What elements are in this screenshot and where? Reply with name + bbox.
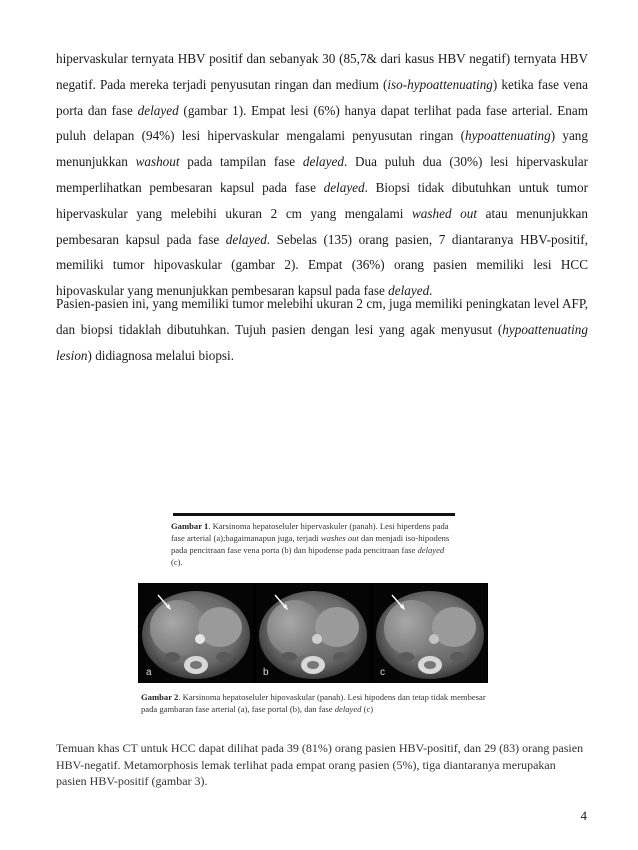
para2-text-1: Pasien-pasien ini, yang memiliki tumor melebihi ukuran 2 cm, juga memiliki peningkatan level AFP, dan biopsi tidaklah dibutuhkan. Tujuh pasien dengan lesi yang agak menyusut ( bbox=[56, 296, 588, 337]
ct-scan-figure bbox=[138, 583, 488, 683]
para1-italic-8: delayed bbox=[225, 231, 267, 247]
para2-text-2: ) didiagnosa melalui biopsi. bbox=[87, 347, 235, 363]
para1-italic-4: washout bbox=[135, 154, 180, 170]
ct-panel-a bbox=[139, 583, 253, 683]
para1-italic-6: delayed bbox=[323, 179, 365, 195]
figure-2-label: Gambar 2 bbox=[141, 692, 179, 702]
para1-text-3: (gambar 1). Empat lesi (6%) hanya dapat terlihat pada fase arterial. Enam puluh delapan (94%) lesi hipervaskular mengalami penyusutan ringan ( bbox=[56, 102, 588, 144]
para1-text-7: . Biopsi tidak dibutuhkan untuk tumor hipervaskular yang melebihi ukuran 2 cm yang mengalami bbox=[56, 179, 588, 221]
body-paragraph-2 bbox=[56, 291, 588, 368]
figure-1-caption-italic-1: washes out bbox=[320, 533, 359, 543]
ct-panel-b bbox=[256, 583, 370, 683]
figure-1-caption bbox=[171, 520, 456, 568]
figure-1-caption-italic-2: delayed bbox=[417, 545, 445, 555]
para1-text-9: . Sebelas (135) orang pasien, 7 diantaranya HBV-positif, memiliki tumor hipovaskular (gambar 2). Empat (36%) orang pasien memiliki lesi HCC hipovaskular yang menunjukkan pembesaran kapsul pada fase bbox=[56, 231, 588, 299]
panel-label-b: b bbox=[263, 667, 269, 678]
page-number: 4 bbox=[580, 808, 587, 823]
figure-2-caption-text-1: . Karsinoma hepatoseluler hipovaskular (panah). Lesi hipodens dan tetap tidak membesar pada gambaran fase arterial (a), fase portal (b), dan fase bbox=[141, 692, 486, 714]
para1-italic-9: delayed bbox=[388, 283, 430, 299]
para1-italic-7: washed out bbox=[412, 205, 478, 221]
body-paragraph-1 bbox=[56, 46, 588, 304]
para1-italic-5: delayed bbox=[302, 154, 344, 170]
figure-2-caption bbox=[141, 691, 501, 715]
figure-1-caption-text-1: . Karsinoma hepatoseluler hipervaskuler (panah). Lesi hiperdens pada fase arterial (a);bagaimanapun juga, terjadi bbox=[171, 521, 449, 543]
para1-text-1: hipervaskular ternyata HBV positif dan sebanyak 30 (85,7& dari kasus HBV negatif) ternyata HBV negatif. Pada mereka terjadi penyusutan ringan dan medium ( bbox=[56, 51, 588, 92]
figure-rule bbox=[173, 513, 455, 516]
para1-text-6: . Dua puluh dua (30%) lesi hipervaskular memperlihatkan pembesaran kapsul pada fase bbox=[56, 154, 588, 195]
para1-text-2: ) ketika fase vena porta dan fase bbox=[56, 76, 588, 118]
ct-scan-panels bbox=[138, 583, 488, 683]
panel-label-c: c bbox=[380, 667, 385, 678]
body-paragraph-3: Temuan khas CT untuk HCC dapat dilihat pada 39 (81%) orang pasien HBV-positif, dan 29 (83) orang pasien HBV-negatif. Metamorphosis lemak terlihat pada empat orang pasien (5%), tiga diantaranya merupakan pasien HBV-positif (gambar 3). bbox=[56, 741, 584, 788]
para2-italic-1: hypoattenuating lesion bbox=[56, 321, 588, 363]
para1-text-4: ) yang menunjukkan bbox=[56, 128, 588, 170]
para1-italic-3: hypoattenuating bbox=[464, 128, 551, 144]
figure-1-label: Gambar 1 bbox=[171, 521, 209, 531]
figure-1-caption-text-3: (c). bbox=[171, 557, 183, 567]
para1-italic-2: delayed bbox=[137, 102, 179, 118]
para1-text-10: . bbox=[429, 283, 433, 299]
para1-italic-1: iso-hypoattenuating bbox=[387, 76, 493, 92]
panel-label-a: a bbox=[146, 667, 152, 678]
figure-2-caption-text-2: (c) bbox=[361, 704, 374, 714]
figure-1-caption-text-2: dan menjadi iso-hipodens pada pencitraan fase vena porta (b) dan hipodense pada pencitraan fase bbox=[171, 533, 450, 555]
ct-panel-c bbox=[373, 583, 487, 683]
para1-text-5: pada tampilan fase bbox=[179, 154, 303, 170]
figure-2-caption-italic-1: delayed bbox=[334, 704, 362, 714]
para1-text-8: atau menunjukkan pembesaran kapsul pada fase bbox=[56, 205, 589, 247]
